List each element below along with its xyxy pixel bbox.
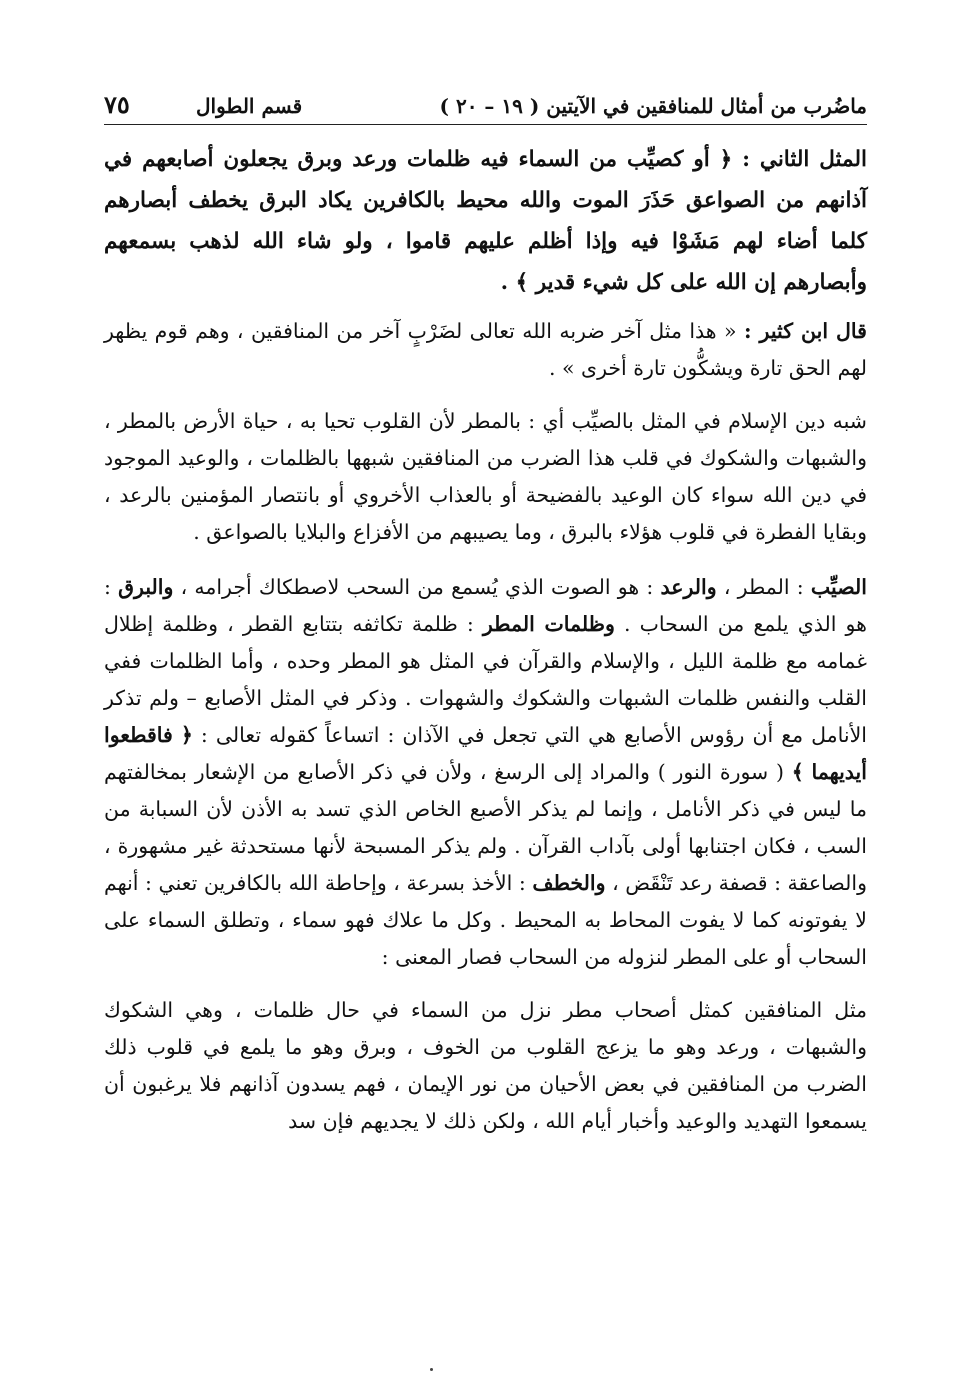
term-text: : ظلمة تكاثفه بتتابع القطر ، وظلمة إظلال غمامه مع ظلمة الليل ، والإسلام والقرآن في المثل هو المطر وحده ، وأما الظلمات ففي القلب والنفس ظلمات الشبهات والشكوك والشهوات . [104,612,867,710]
citation-label: قال ابن كثير : [743,319,867,343]
paragraph-verse [104,139,867,303]
term-raad: والرعد [660,575,717,599]
term-text: : الأخذ بسرعة ، وإحاطة الله بالكافرين تعني : أنهم لا يفوتونه كما لا يفوت المحاط به المحيط . وكل ما علاك فهو سماء ، وتطلق السماء على السحاب أو على المطر لنزوله من السحاب فصار المعنى : [104,871,867,969]
header-title: ماضُرب من أمثال للمنافقين في الآيتين ( ١٩ – ٢٠ ) [439,94,867,118]
quran-quote: فاقطعوا أيديهما [104,723,867,784]
page-mark [430,1368,433,1371]
term-text: : هو الصوت الذي يُسمع من السحب لاصطكاك أجرامه ، [180,575,654,599]
paragraph-glossary [104,569,867,976]
quran-bracket-open: ﴿ [719,147,733,172]
paragraph-conclusion [104,992,867,1140]
quran-bracket-close: ﴾ [791,760,804,784]
explanation-text: شبه دين الإسلام في المثل بالصيِّب أي : بالمطر لأن القلوب تحيا به ، حياة الأرض بالمطر ، والشبهات والشكوك في قلب هذا الضرب من المنافقين شبهها بالظلمات ، والوعيد الموجود في دين الله سواء كان الوعيد بالفضيحة أو بالعذاب الأخروي أو بانتصار المؤمنين بالرعد ، وبقايا الفطرة في قلوب هؤلاء بالبرق ، وما يصيبهم من الأفزاع والبلايا بالصواعق . [104,409,867,544]
paragraph-ibn-kathir [104,313,867,387]
example-label: المثل الثاني : [742,147,867,172]
quran-verse: أو كصيِّب من السماء فيه ظلمات ورعد وبرق يجعلون أصابعهم في آذانهم من الصواعق حَذَرَ الموت والله محيط بالكافرين يكاد البرق يخطف أبصارهم كلما أضاء لهم مَشَوْا فيه وإذا أظلم عليهم قاموا ، ولو شاء الله لذهب بسمعهم وأبصارهم إن الله على كل شيء قدير [104,147,868,295]
quran-bracket-close: ﴾ . [500,270,529,295]
term-text: ( سورة النور ) والمراد إلى الرسغ ، ولأن في ذكر الأصابع من الإشعار بمخالفتهم ما ليس في ذكر الأنامل ، وإنما لم يذكر الأصبع الخاص الذي تسد به الأذن لأن السبابة من السب ، فكان اجتنابها أولى بآداب القرآن . ولم يذكر المسبحة لأنها مستحدثة غير مشهورة ، والصاعقة : قصفة رعد تَنْقَض ، [104,760,867,895]
quran-bracket-open: ﴿ [180,723,193,747]
paragraph-explanation [104,403,867,551]
book-page [104,86,867,1140]
page-number: ٧٥ [104,90,130,119]
term-text: : هو الذي يلمع من السحاب . [104,575,867,636]
term-zulumat: وظلمات المطر [482,612,615,636]
term-text: : المطر ، [723,575,804,599]
citation-text: « هذا مثل آخر ضربه الله تعالى لضَرْبٍ آخر من المنافقين ، وهم قوم يظهر لهم الحق تارة ويشكُّون تارة أخرى » . [104,319,867,380]
conclusion-text: مثل المنافقين كمثل أصحاب مطر نزل من السماء في حال ظلمات ، وهي الشكوك والشبهات ، ورعد وهو ما يزعج القلوب من الخوف ، وبرق وهو ما يلمع في قلوب ذلك الضرب من المنافقين في بعض الأحيان من نور الإيمان ، فهم يسدون آذانهم فلا يرغبون أن يسمعوا التهديد والوعيد وأخبار أيام الله ، ولكن ذلك لا يجديهم فإن سد [104,998,867,1133]
term-sayyib: الصيِّب [810,575,867,599]
header-section: قسم الطوال [196,94,303,118]
term-khatf: والخطف [532,871,606,895]
term-text: وذكر في المثل الأصابع – ولم تذكر الأنامل مع أن رؤوس الأصابع هي التي تجعل في الآذان : اتساعاً كقوله تعالى : [104,686,867,747]
running-header [104,86,867,125]
term-barq: والبرق [118,575,174,599]
